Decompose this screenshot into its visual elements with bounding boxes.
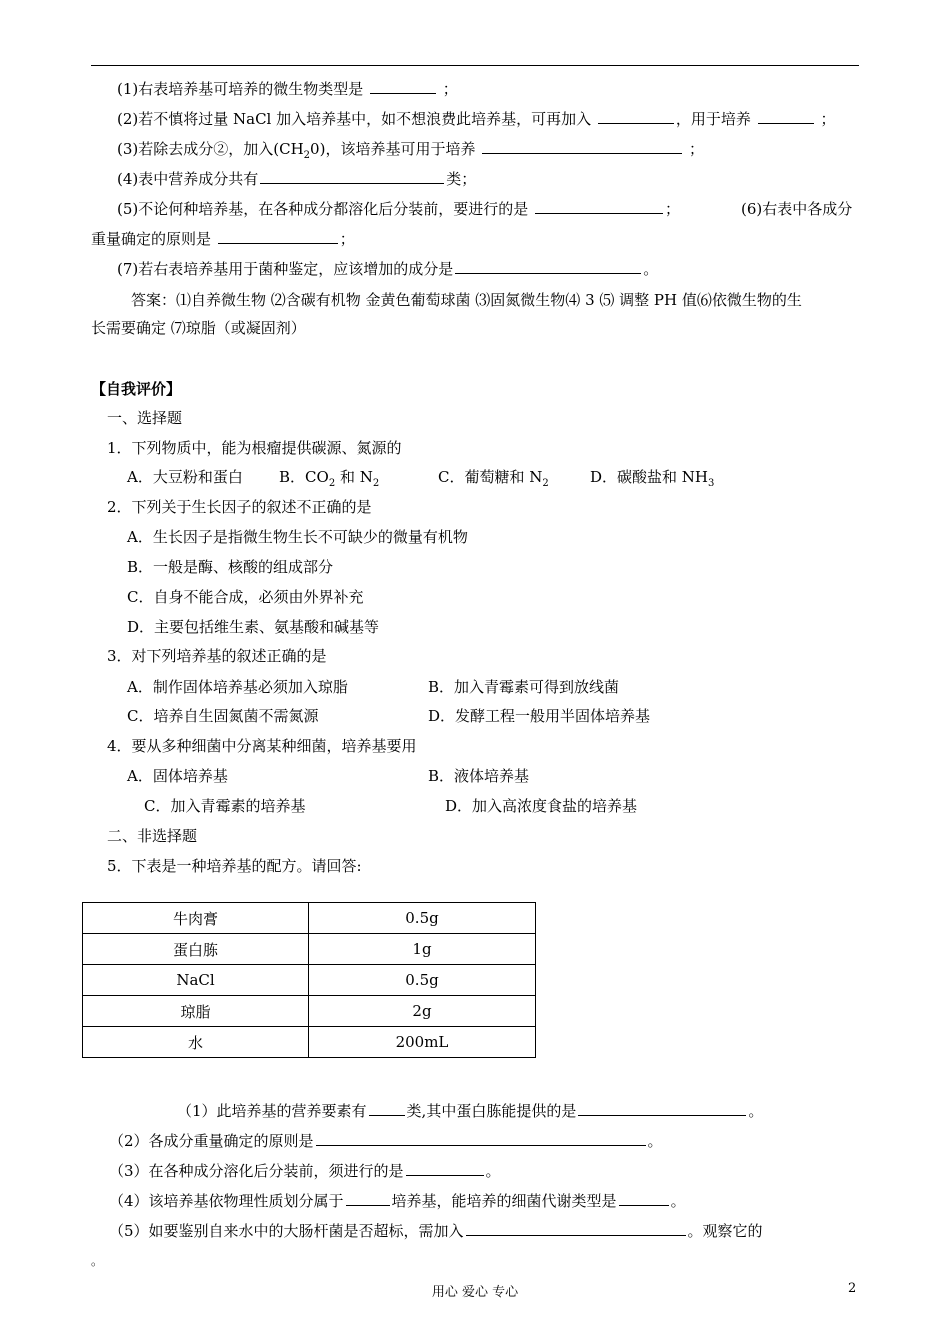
q2-stem: 2．下列关于生长因子的叙述不正确的是 xyxy=(107,498,372,516)
page-number: 2 xyxy=(848,1281,857,1296)
question-line-5: (5)不论何种培养基，在各种成分都溶化后分装前，要进行的是 ； xyxy=(117,200,681,218)
question-line-4: (4)表中营养成分共有 类； xyxy=(117,170,477,188)
amount-cell: 200mL xyxy=(309,1027,536,1058)
answer-blank xyxy=(346,1191,390,1206)
q1-option-c: C．葡萄糖和 $N_2$ xyxy=(438,468,549,489)
recipe-table xyxy=(82,902,536,1058)
answer-blank xyxy=(218,229,338,244)
q1-option-b: B．$CO_2$ 和 $N_2$ xyxy=(279,468,380,489)
q3-option-a: A．制作固体培养基必须加入琼脂 xyxy=(127,678,348,696)
section-title: 【自我评价】 xyxy=(91,380,182,398)
answer-blank xyxy=(260,169,444,184)
answer-blank xyxy=(369,1101,405,1116)
q3-stem: 3．对下列培养基的叙述正确的是 xyxy=(107,647,327,665)
table-row xyxy=(83,1027,536,1058)
q4-stem: 4．要从多种细菌中分离某种细菌，培养基要用 xyxy=(107,737,417,755)
answer-blank xyxy=(316,1131,646,1146)
q5-sub-3: （3）在各种成分溶化后分装前，须进行的是 。 xyxy=(109,1162,501,1180)
q2-option-d: D．主要包括维生素、氨基酸和碱基等 xyxy=(127,618,380,636)
question-line-6-cont: 重量确定的原则是 ； xyxy=(91,230,355,248)
table-row xyxy=(83,903,536,934)
q2-option-c: C．自身不能合成，必须由外界补充 xyxy=(127,588,364,606)
answer-line-2: 长需要确定 ⑺琼脂（或凝固剂） xyxy=(91,319,306,337)
q1-option-d: D．碳酸盐和 $NH_3$ xyxy=(590,468,715,489)
q3-option-d: D．发酵工程一般用半固体培养基 xyxy=(428,707,651,725)
q2-option-b: B．一般是酶、核酸的组成部分 xyxy=(127,558,334,576)
q5-sub-1: （1）此培养基的营养要素有 类,其中蛋白胨能提供的是 。 xyxy=(177,1102,764,1120)
q4-option-b: B．液体培养基 xyxy=(428,767,530,785)
ingredient-cell: 水 xyxy=(83,1027,309,1058)
table-row xyxy=(83,965,536,996)
answer-blank xyxy=(758,109,814,124)
answer-blank xyxy=(619,1191,669,1206)
answer-blank xyxy=(466,1221,686,1236)
answer-blank xyxy=(370,79,436,94)
q4-option-d: D．加入高浓度食盐的培养基 xyxy=(445,797,638,815)
answer-blank xyxy=(598,109,674,124)
ingredient-cell: 蛋白胨 xyxy=(83,934,309,965)
answer-line-1: 答案：⑴自养微生物 ⑵含碳有机物 金黄色葡萄球菌 ⑶固氮微生物⑷ 3 ⑸ 调整 PH 值⑹依微生物的生 xyxy=(131,291,802,309)
ingredient-cell: NaCl xyxy=(83,965,309,996)
header-rule xyxy=(91,65,859,66)
part-heading: 一、选择题 xyxy=(107,409,183,427)
table-row xyxy=(83,934,536,965)
ingredient-cell: 牛肉膏 xyxy=(83,903,309,934)
amount-cell: 2g xyxy=(309,996,536,1027)
q5-sub-2: （2）各成分重量确定的原则是 。 xyxy=(109,1132,663,1150)
answer-blank xyxy=(578,1101,746,1116)
amount-cell: 0.5g xyxy=(309,965,536,996)
ingredient-cell: 琼脂 xyxy=(83,996,309,1027)
q4-option-a: A．固体培养基 xyxy=(127,767,228,785)
answer-blank xyxy=(482,139,682,154)
q1-option-a: A．大豆粉和蛋白 xyxy=(127,468,243,486)
q4-option-c: C．加入青霉素的培养基 xyxy=(144,797,306,815)
question-line-3: (3)若除去成分②，加入$(CH_20)$，该培养基可用于培养 ； xyxy=(117,140,704,161)
q2-option-a: A．生长因子是指微生物生长不可缺少的微量有机物 xyxy=(127,528,468,546)
q3-option-c: C．培养自生固氮菌不需氮源 xyxy=(127,707,319,725)
q5-sub-5-tail: 。 xyxy=(91,1254,104,1268)
page-footer: 用心 爱心 专心 xyxy=(431,1285,519,1300)
q5-sub-5: （5）如要鉴别自来水中的大肠杆菌是否超标，需加入 。观察它的 xyxy=(109,1222,763,1240)
table-row xyxy=(83,996,536,1027)
amount-cell: 1g xyxy=(309,934,536,965)
q1-stem: 1．下列物质中，能为根瘤提供碳源、氮源的 xyxy=(107,439,402,457)
part-heading-2: 二、非选择题 xyxy=(107,827,198,845)
answer-blank xyxy=(535,199,663,214)
answer-blank xyxy=(455,259,641,274)
question-line-1: (1)右表培养基可培养的微生物类型是 ； xyxy=(117,80,458,98)
q5-stem: 5．下表是一种培养基的配方。请回答: xyxy=(107,857,362,875)
amount-cell: 0.5g xyxy=(309,903,536,934)
answer-blank xyxy=(406,1161,484,1176)
question-line-7: (7)若右表培养基用于菌种鉴定，应该增加的成分是 。 xyxy=(117,260,659,278)
q3-option-b: B．加入青霉素可得到放线菌 xyxy=(428,678,620,696)
question-line-2: (2)若不慎将过量 NaCl 加入培养基中，如不想浪费此培养基，可再加入 ，用于培养 ； xyxy=(117,110,836,128)
question-line-6: (6)右表中各成分 xyxy=(741,200,853,218)
q5-sub-4: （4）该培养基依物理性质划分属于 培养基，能培养的细菌代谢类型是 。 xyxy=(109,1192,686,1210)
